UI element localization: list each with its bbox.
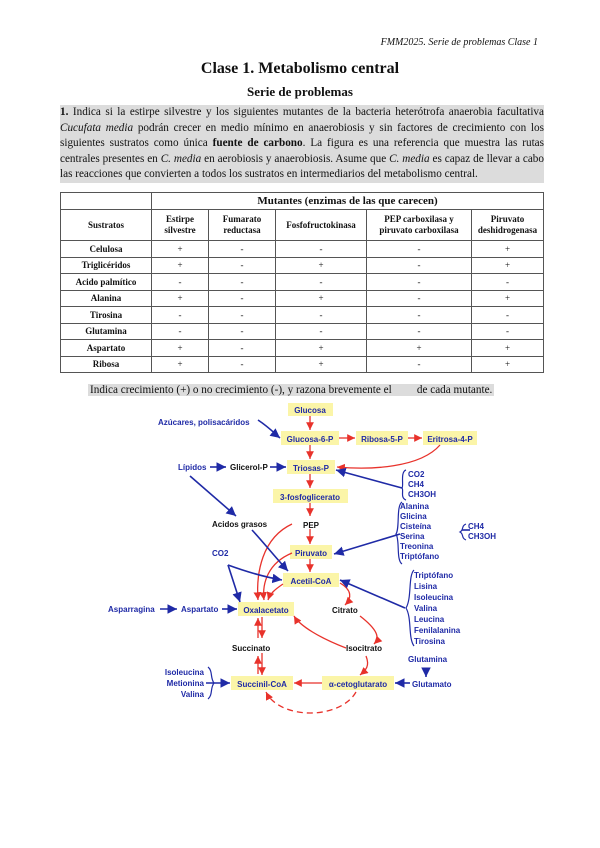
growth-cell: + <box>276 356 367 373</box>
growth-cell: - <box>367 274 472 291</box>
triosas-product: CO2 <box>408 470 425 479</box>
aa-acetilcoa: Leucina <box>414 615 445 624</box>
growth-cell: - <box>152 307 209 324</box>
growth-cell: + <box>276 340 367 357</box>
node-glicerolp: Glicerol-P <box>230 463 268 472</box>
growth-cell: + <box>276 290 367 307</box>
growth-cell: - <box>367 356 472 373</box>
aa-acetilcoa: Triptófano <box>414 571 454 580</box>
source-asparragina: Asparragina <box>108 605 155 614</box>
growth-cell: - <box>276 241 367 258</box>
aa-acetilcoa: Fenilalanina <box>414 626 461 635</box>
substrate-name: Acido palmítico <box>61 274 152 291</box>
table-title: Mutantes (enzimas de las que carecen) <box>152 193 544 210</box>
table-row <box>61 323 544 340</box>
growth-cell: + <box>472 241 544 258</box>
growth-cell: - <box>209 323 276 340</box>
growth-cell: - <box>367 323 472 340</box>
growth-cell: - <box>152 323 209 340</box>
node-glucosa: Glucosa <box>294 406 326 415</box>
page-title: Clase 1. Metabolismo central <box>200 60 400 77</box>
growth-cell: + <box>472 356 544 373</box>
triosas-product: CH4 <box>408 480 425 489</box>
growth-cell: - <box>152 274 209 291</box>
ch-product: CH4 <box>468 522 485 531</box>
metabolic-map <box>0 398 600 728</box>
growth-cell: + <box>276 257 367 274</box>
col-header: Piruvato deshidrogenasa <box>472 210 544 241</box>
growth-cell: + <box>152 290 209 307</box>
growth-cell: + <box>152 356 209 373</box>
table-row <box>61 257 544 274</box>
growth-cell: - <box>209 274 276 291</box>
aa-piruvato: Serina <box>400 532 425 541</box>
growth-cell: - <box>472 274 544 291</box>
growth-cell: - <box>276 307 367 324</box>
substrate-name: Glutamina <box>61 323 152 340</box>
node-acetilcoa: Acetil-CoA <box>290 577 332 586</box>
growth-cell: - <box>209 290 276 307</box>
aa-acetilcoa: Tirosina <box>414 637 445 646</box>
triosas-product: CH3OH <box>408 490 437 499</box>
growth-cell: + <box>472 257 544 274</box>
source-glutamato: Glutamato <box>412 680 452 689</box>
growth-cell: - <box>367 241 472 258</box>
aa-succinil: Metionina <box>166 679 204 688</box>
table-row <box>61 307 544 324</box>
aa-succinil: Valina <box>180 690 204 699</box>
problem-number: 1. <box>60 106 69 118</box>
problem-statement: 1. Indica si la estirpe silvestre y los siguientes mutantes de la bacteria heterótrofa anaerobia facultativa Cucufata media podrán crecer en medio mínimo en anaerobiosis y sin factores de crecimiento con los siguientes sustratos como única fuente de carbono. La figura es una referencia que muestra las rutas centrales presentes en C. media en aerobiosis y anaerobiosis. Asume que C. media es capaz de llevar a cabo las reacciones que convierten a todos los sustratos en intermediarios del metabolismo central. <box>60 105 544 183</box>
node-ribosa5p: Ribosa-5-P <box>361 435 403 444</box>
growth-cell: - <box>209 257 276 274</box>
instruction-note: Indica crecimiento (+) o no crecimiento (-), y razona brevemente el de cada mutante. <box>90 384 493 396</box>
growth-cell: + <box>152 257 209 274</box>
table-corner <box>61 193 152 210</box>
node-oxalacetato: Oxalacetato <box>243 606 289 615</box>
substrate-name: Aspartato <box>61 340 152 357</box>
aa-piruvato: Cisteína <box>400 522 432 531</box>
substrate-header: Sustratos <box>61 210 152 241</box>
table-row <box>61 290 544 307</box>
growth-cell: + <box>472 340 544 357</box>
substrate-name: Alanina <box>61 290 152 307</box>
substrate-name: Triglicéridos <box>61 257 152 274</box>
node-pep: PEP <box>302 521 320 530</box>
aa-piruvato: Glicina <box>400 512 427 521</box>
growth-cell: - <box>276 274 367 291</box>
node-succinilcoa: Succinil-CoA <box>237 680 287 689</box>
node-piruvato: Piruvato <box>294 549 328 558</box>
node-citrato: Citrato <box>332 606 358 615</box>
growth-cell: - <box>472 307 544 324</box>
node-fosfoglicerato: 3-fosfoglicerato <box>279 493 341 502</box>
node-eritrosa4p: Eritrosa-4-P <box>427 435 473 444</box>
growth-cell: - <box>367 257 472 274</box>
table-row <box>61 356 544 373</box>
col-header: PEP carboxilasa y piruvato carboxilasa <box>367 210 472 241</box>
course-header: FMM2025. Serie de problemas Clase 1 <box>380 37 538 48</box>
growth-cell: - <box>367 307 472 324</box>
aa-acetilcoa: Lisina <box>414 582 438 591</box>
aa-piruvato: Alanina <box>400 502 429 511</box>
node-triosasp: Triosas-P <box>292 464 330 473</box>
node-succinato: Succinato <box>232 644 271 653</box>
node-glucosa6p: Glucosa-6-P <box>286 435 334 444</box>
substrate-name: Ribosa <box>61 356 152 373</box>
aa-piruvato: Triptófano <box>400 552 440 561</box>
node-cetoglutarato: α-cetoglutarato <box>328 680 388 689</box>
growth-cell: - <box>209 340 276 357</box>
node-acidos-grasos: Acidos grasos <box>212 520 268 529</box>
growth-cell: + <box>152 241 209 258</box>
growth-cell: + <box>472 290 544 307</box>
aa-piruvato: Treonina <box>400 542 434 551</box>
source-co2: CO2 <box>212 549 229 558</box>
page-subtitle: Serie de problemas <box>247 84 353 99</box>
growth-cell: - <box>472 323 544 340</box>
col-header: Estirpe silvestre <box>152 210 209 241</box>
ch-product: CH3OH <box>468 532 497 541</box>
aa-succinil: Isoleucina <box>164 668 204 677</box>
mutants-table <box>60 192 544 373</box>
growth-cell: + <box>152 340 209 357</box>
substrate-name: Celulosa <box>61 241 152 258</box>
source-lipidos: Lípidos <box>178 463 207 472</box>
aa-acetilcoa: Valina <box>414 604 438 613</box>
growth-cell: - <box>209 307 276 324</box>
growth-cell: + <box>367 340 472 357</box>
growth-cell: - <box>209 356 276 373</box>
table-row <box>61 241 544 258</box>
aa-acetilcoa: Isoleucina <box>414 593 454 602</box>
source-glutamina: Glutamina <box>408 655 448 664</box>
table-row <box>61 274 544 291</box>
substrate-name: Tirosina <box>61 307 152 324</box>
growth-cell: - <box>367 290 472 307</box>
col-header: Fumarato reductasa <box>209 210 276 241</box>
growth-cell: - <box>276 323 367 340</box>
growth-cell: - <box>209 241 276 258</box>
node-isocitrato: Isocitrato <box>346 644 383 653</box>
source-aspartato: Aspartato <box>181 605 219 614</box>
table-row <box>61 340 544 357</box>
col-header: Fosfofructokinasa <box>276 210 367 241</box>
source-azucares: Azúcares, polisacáridos <box>158 418 250 427</box>
